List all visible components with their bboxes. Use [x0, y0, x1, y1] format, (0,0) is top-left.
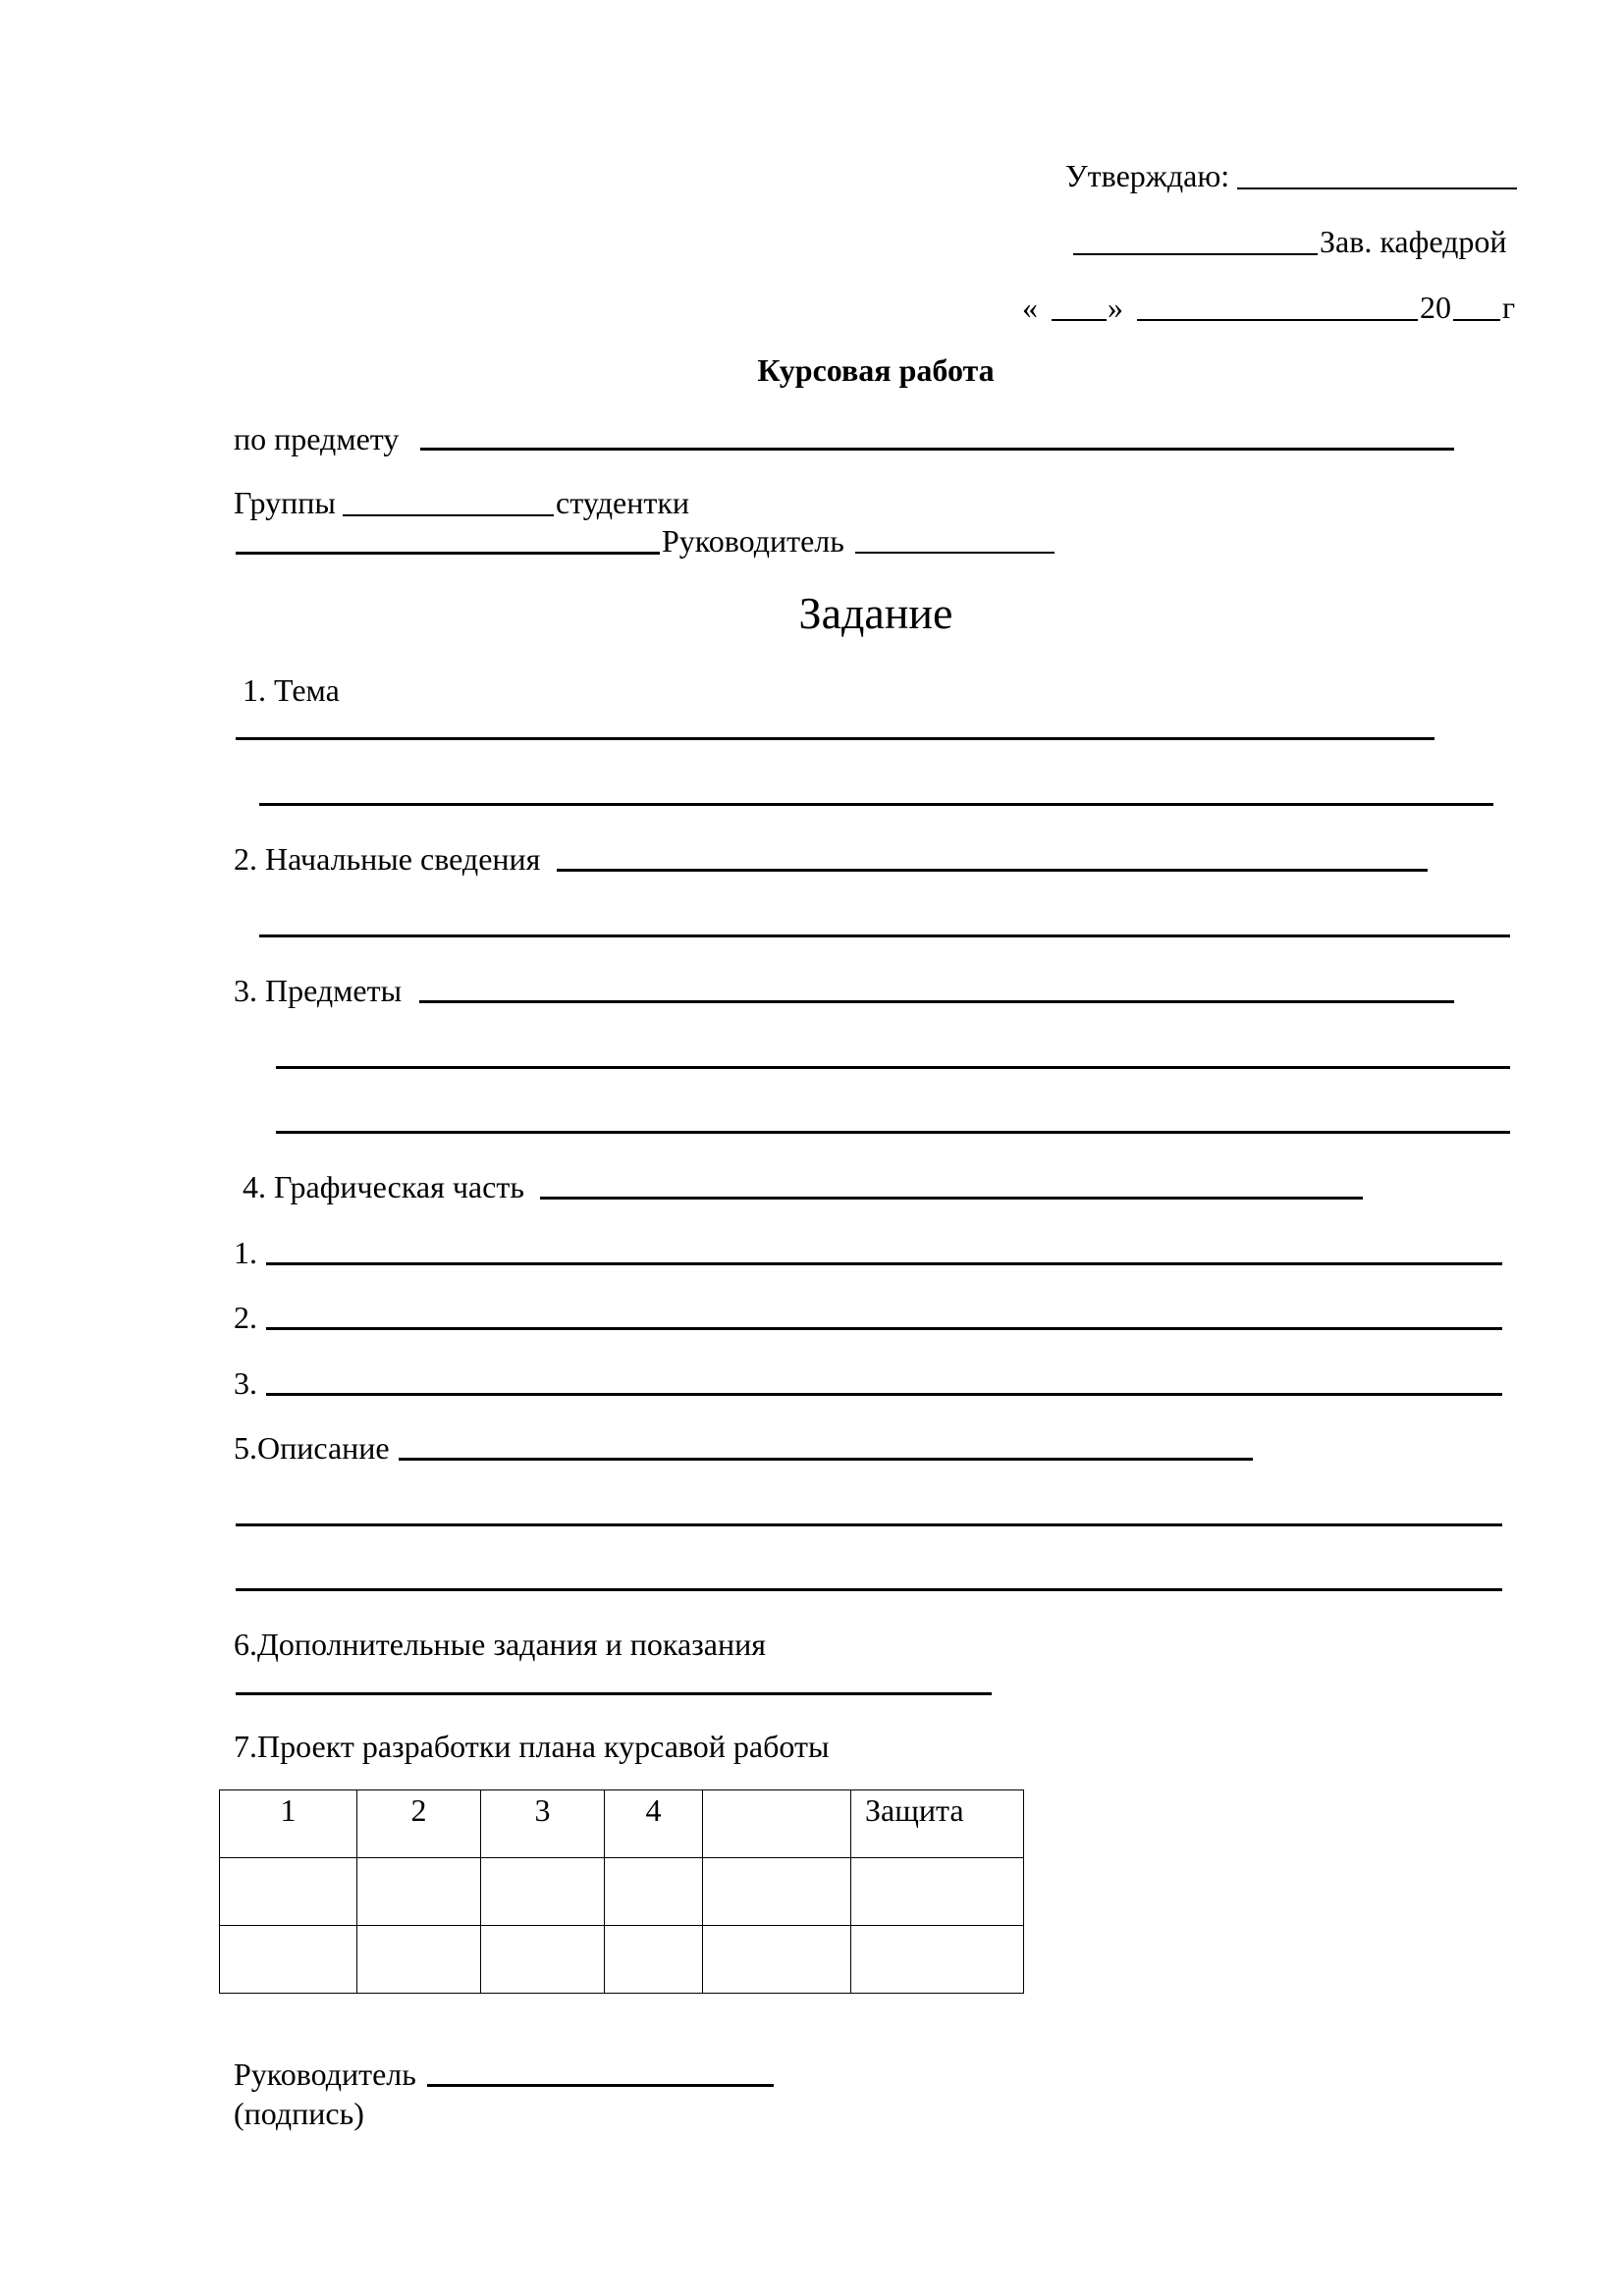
table-cell[interactable] [481, 1926, 605, 1994]
document-title: Курсовая работа [757, 352, 995, 388]
task-heading: Задание [798, 588, 953, 638]
section-2-label: 2. Начальные сведения [234, 841, 541, 877]
date-close-quote: » [1108, 290, 1123, 325]
subject-label: по предмету [234, 421, 400, 456]
signature-note: (подпись) [234, 2096, 364, 2131]
table-cell[interactable] [357, 1926, 481, 1994]
date-day-line [1052, 319, 1107, 321]
table-cell[interactable] [220, 1926, 357, 1994]
subjects-line-2 [276, 1066, 1510, 1069]
table-cell[interactable] [605, 1858, 703, 1926]
initial-info-line-2 [259, 934, 1510, 937]
table-row [220, 1858, 1024, 1926]
head-label: Зав. кафедрой [1320, 224, 1507, 259]
table-cell[interactable] [703, 1858, 851, 1926]
date-month-line [1137, 319, 1418, 321]
table-header-cell [703, 1790, 851, 1858]
approve-signature-line [1237, 187, 1517, 189]
graphic-part-line [540, 1197, 1363, 1200]
table-header-row [220, 1790, 1024, 1858]
table-cell[interactable] [481, 1858, 605, 1926]
graphic-item-3-line [266, 1393, 1502, 1396]
table-header-cell: 1 [220, 1790, 357, 1858]
table-cell[interactable] [703, 1926, 851, 1994]
section-4-label: 4. Графическая часть [243, 1169, 524, 1204]
description-line-3 [236, 1588, 1502, 1591]
date-year-prefix: 20 [1420, 290, 1451, 325]
supervisor-line [855, 552, 1055, 554]
table-row [220, 1926, 1024, 1994]
topic-line-2 [259, 803, 1493, 806]
subject-line [420, 448, 1454, 451]
description-line-2 [236, 1523, 1502, 1526]
table-header-cell: 4 [605, 1790, 703, 1858]
section-5-label: 5.Описание [234, 1430, 390, 1466]
student-name-line [236, 552, 660, 555]
table-header-cell: 2 [357, 1790, 481, 1858]
table-cell[interactable] [851, 1858, 1024, 1926]
table-header-cell: 3 [481, 1790, 605, 1858]
description-line-1 [399, 1458, 1253, 1461]
graphic-item-2-label: 2. [234, 1300, 257, 1335]
footer-supervisor-label: Руководитель [234, 2056, 416, 2092]
table-header-cell-defense: Защита [851, 1790, 1024, 1858]
head-signature-line [1073, 253, 1318, 255]
group-label: Группы [234, 485, 336, 520]
date-year-line [1453, 319, 1500, 321]
graphic-item-1-label: 1. [234, 1235, 257, 1270]
additional-tasks-line [236, 1692, 992, 1695]
section-6-label: 6.Дополнительные задания и показания [234, 1627, 766, 1662]
student-label: студентки [556, 485, 690, 520]
table-cell[interactable] [605, 1926, 703, 1994]
graphic-item-1-line [266, 1262, 1502, 1265]
date-open-quote: « [1022, 290, 1038, 325]
graphic-item-2-line [266, 1327, 1502, 1330]
initial-info-line-1 [557, 869, 1428, 872]
plan-table [219, 1789, 1024, 1994]
topic-line-1 [236, 737, 1435, 740]
table-cell[interactable] [357, 1858, 481, 1926]
section-1-label: 1. Тема [243, 672, 340, 708]
approve-label: Утверждаю: [1065, 158, 1230, 193]
section-3-label: 3. Предметы [234, 973, 403, 1008]
footer-signature-line [427, 2084, 774, 2087]
group-line [343, 514, 554, 516]
date-year-suffix: г [1502, 290, 1516, 325]
subjects-line-3 [276, 1131, 1510, 1134]
graphic-item-3-label: 3. [234, 1365, 257, 1401]
subjects-line-1 [419, 1000, 1454, 1003]
section-7-label: 7.Проект разработки плана курсавой работы [234, 1729, 830, 1764]
table-cell[interactable] [851, 1926, 1024, 1994]
supervisor-label: Руководитель [662, 523, 844, 559]
table-cell[interactable] [220, 1858, 357, 1926]
